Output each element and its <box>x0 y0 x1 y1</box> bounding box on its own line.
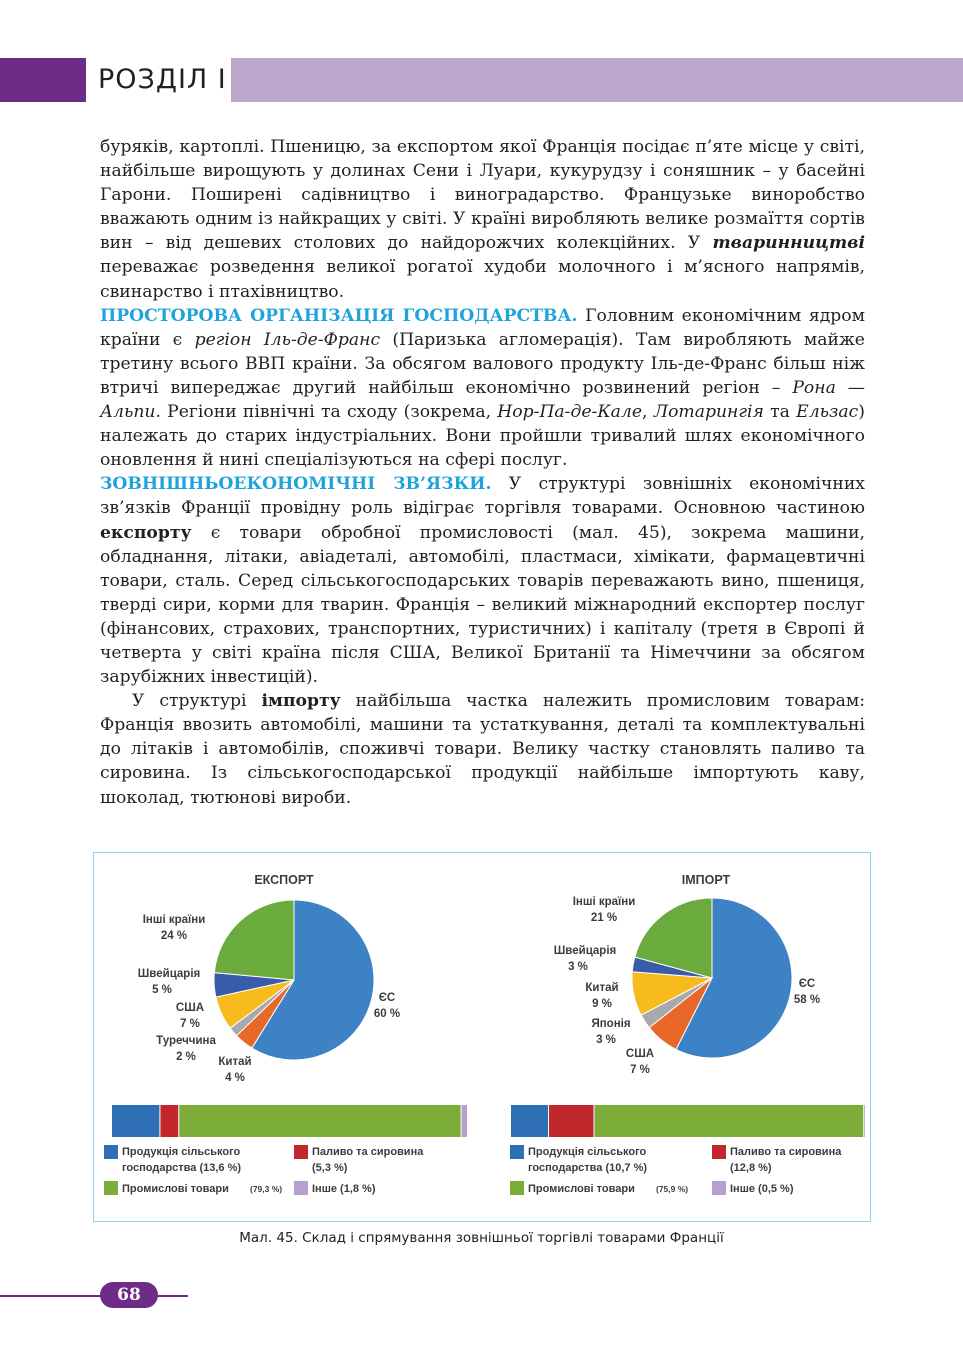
import-bar-segment-0 <box>511 1105 548 1137</box>
export-pct-switzerland: 5 % <box>152 984 172 996</box>
export-title: ЕКСПОРТ <box>254 873 314 887</box>
import-pct-usa: 7 % <box>630 1064 650 1076</box>
header-band <box>231 58 963 102</box>
term-livestock: тваринництві <box>712 233 865 254</box>
import-label-eu: ЄС <box>798 978 816 990</box>
legend-fuel-right-1: Паливо та сировина <box>730 1146 842 1158</box>
trade-charts <box>94 853 870 1221</box>
legend-swatch-agri-right <box>510 1145 524 1159</box>
legend-swatch-fuel-left <box>294 1145 308 1159</box>
body-text <box>100 135 865 810</box>
page-number: 68 <box>100 1282 158 1308</box>
legend-swatch-ind-left <box>104 1181 118 1195</box>
export-label-switzerland: Швейцарія <box>137 968 201 980</box>
import-bar-segment-2 <box>595 1105 864 1137</box>
export-pct-usa: 7 % <box>180 1018 200 1030</box>
export-label-other: Інші країни <box>142 914 206 926</box>
import-pct-eu: 58 % <box>793 994 821 1006</box>
export-label-eu: ЄС <box>378 992 396 1004</box>
import-pct-china: 9 % <box>592 998 612 1010</box>
figure-caption: Мал. 45. Склад і спрямування зовнішньої торгівлі товарами Франції <box>239 1230 724 1246</box>
export-label-china: Китай <box>218 1056 252 1068</box>
import-label-usa: США <box>625 1048 655 1060</box>
legend-agri-left-1: Продукція сільського <box>122 1146 241 1158</box>
import-label-china: Китай <box>585 982 619 994</box>
export-bar-segment-1 <box>160 1105 178 1137</box>
legend-agri-right-2: господарства (10,7 %) <box>528 1162 648 1174</box>
term-import: імпорту <box>261 691 341 712</box>
stacked-bars <box>112 1105 865 1137</box>
legend-other-left: Інше (1,8 %) <box>312 1183 376 1195</box>
export-bar-segment-0 <box>112 1105 159 1137</box>
heading-spatial: ПРОСТОРОВА ОРГАНІЗАЦІЯ ГОСПОДАРСТВА. <box>100 305 578 326</box>
paragraph-spatial: ПРОСТОРОВА ОРГАНІЗАЦІЯ ГОСПОДАРСТВА. Головним економічним ядром країни є регіон Іль-де-Франс (Паризька агломерація). Там виробляють майже третину всього ВВП країни. За обсягом валового продукту Іль-де-Франс більш ніж втричі випереджає другий найбільш економічно розвинений регіон – Рона — Альпи. Регіони північні та сходу (зокрема, Нор-Па-де-Кале, Лотарингія та Ельзас) належать до старих індустріальних. Вони пройшли тривалий шлях економічного оновлення й нині спеціалізуються на сфері послуг. <box>100 305 865 471</box>
import-pct-other: 21 % <box>590 912 618 924</box>
legend-ind-right-pct: (75,9 %) <box>656 1184 689 1194</box>
trade-figure <box>93 852 871 1222</box>
export-slice-5 <box>214 900 294 980</box>
legend-swatch-agri-left <box>104 1145 118 1159</box>
paragraph-agriculture: буряків, картоплі. Пшеницю, за експортом якої Франція посідає п’яте місце у світі, найбільше вирощують у долинах Сени і Луари, кукурудзу і соняшник – у басейні Гарони. Поширені садівництво і виноградарство. Французьке виноробство вважають одним із найкращих у світі. У країні виробляють велике розмаїття сортів вин – від дешевих столових до найдорожчих колекційних. У тваринництві переважає розведення великої рогатої худоби молочного і м’ясного напрямів, свинарство і птахівництво. <box>100 137 865 302</box>
export-pct-turkey: 2 % <box>176 1051 196 1063</box>
section-title: РОЗДІЛ І <box>98 64 227 95</box>
export-bar-segment-2 <box>179 1105 460 1137</box>
legend-agri-left-2: господарства (13,6 %) <box>122 1162 242 1174</box>
heading-foreign-relations: ЗОВНІШНЬОЕКОНОМІЧНІ ЗВ’ЯЗКИ. <box>100 474 492 495</box>
legend-swatch-other-left <box>294 1181 308 1195</box>
export-bar-segment-3 <box>462 1105 467 1137</box>
import-pct-switzerland: 3 % <box>568 961 588 973</box>
export-label-usa: США <box>175 1002 205 1014</box>
import-label-switzerland: Швейцарія <box>553 945 617 957</box>
paragraph-foreign-relations: ЗОВНІШНЬОЕКОНОМІЧНІ ЗВ’ЯЗКИ. У структурі зовнішніх економічних зв’язків Франції провідну роль відіграє торгівля товарами. Основною частиною експорту є товари обробної промисловості (мал. 45), зокрема машини, обладнання, літаки, авіадеталі, автомобілі, пластмаси, хімікати, фармацевтичні товари, сталь. Серед сільськогосподарських товарів переважають вино, пшениця, тверді сири, корми для тварин. Франція – великий міжнародний експортер послуг (фінансових, страхових, транспортних, туристичних) і капіталу (третя в Європі й четверта у світі країна після США, Великої Британії та Німеччини за обсягом зарубіжних інвестицій). <box>100 474 866 688</box>
legend-swatch-ind-right <box>510 1181 524 1195</box>
import-bar-segment-3 <box>864 1105 865 1137</box>
legend-ind-right: Промислові товари <box>528 1183 635 1195</box>
pie-charts <box>214 898 792 1060</box>
import-label-japan: Японія <box>591 1018 631 1030</box>
legend-agri-right-1: Продукція сільського <box>528 1146 647 1158</box>
footer-line <box>0 1295 188 1297</box>
export-pct-other: 24 % <box>160 930 188 942</box>
legend-swatch-other-right <box>712 1181 726 1195</box>
paragraph-import: У структурі імпорту найбільша частка належить промисловим товарам: Франція ввозить автомобілі, машини та устаткування, деталі та комплектувальні до літаків і автомобілів, споживчі товари. Велику частку становлять паливо та сировина. Із сільськогосподарської продукції найбільше імпортують каву, шоколад, тютюнові вироби. <box>100 691 865 808</box>
import-title: ІМПОРТ <box>681 873 731 887</box>
legend-fuel-left-1: Паливо та сировина <box>312 1146 424 1158</box>
legend-ind-left-pct: (79,3 %) <box>250 1184 283 1194</box>
legend-ind-left: Промислові товари <box>122 1183 229 1195</box>
header-accent-block <box>0 58 86 102</box>
export-pct-china: 4 % <box>225 1072 245 1084</box>
import-pct-japan: 3 % <box>596 1034 616 1046</box>
import-bar-segment-1 <box>549 1105 593 1137</box>
legend-fuel-right-2: (12,8 %) <box>730 1162 772 1174</box>
import-label-other: Інші країни <box>572 896 636 908</box>
legend-fuel-left-2: (5,3 %) <box>312 1162 348 1174</box>
legend-other-right: Інше (0,5 %) <box>730 1183 794 1195</box>
export-label-turkey: Туреччина <box>156 1035 216 1047</box>
legend-swatch-fuel-right <box>712 1145 726 1159</box>
export-pct-eu: 60 % <box>373 1008 401 1020</box>
term-export: експорту <box>100 522 192 543</box>
